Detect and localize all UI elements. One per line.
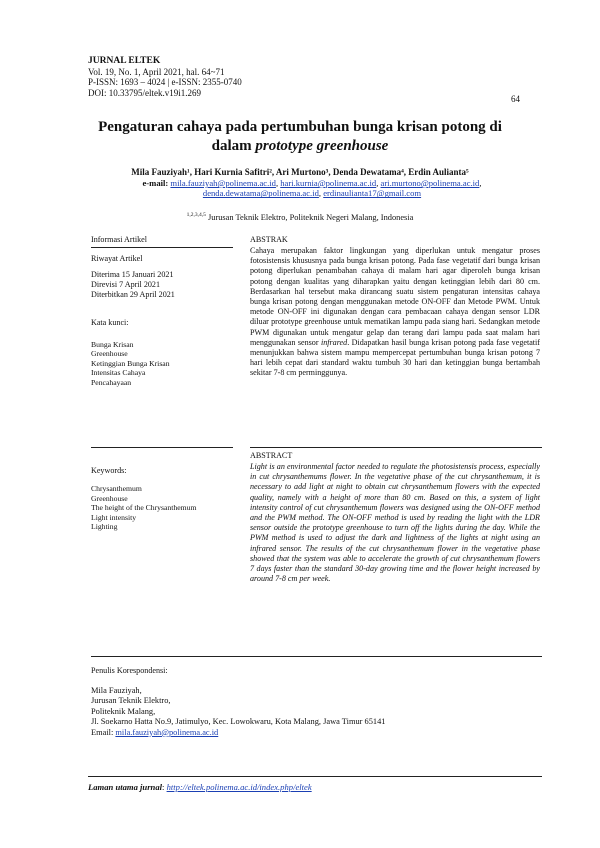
abstrak-body [250, 246, 540, 379]
affiliation-text: Jurusan Teknik Elektro, Politeknik Negeri Malang, Indonesia [208, 212, 414, 222]
abstrak-text: Cahaya merupakan faktor lingkungan yang diperlukan untuk mengatur proses fotosistensis khususnya pada bunga krisan potong. Pada fase vegetatif dari bunga krisan potong diperlukan penambahan cahaya di malam hari agar diperoleh bunga krisan potong dengan kualitas yang diharapkan yaitu dengan ketinggian lebih dari 80 cm. Berdasarkan hal tersebut maka dirancang suatu sistem pengaturan intensitas cahaya bunga krisan potong dengan menggunakan metode ON-OFF dan Metode PWM. Untuk metode ON-OFF ini digunakan dengan cara pembacaan cahaya dengan sensor LDR diluar prototype greenhouse untuk mematikan lampu pada siang hari. Sedangkan metode PWM digunakan untuk mengatur gelap dan terang dari lampu pada saat malam hari menggunakan sensor [250, 246, 540, 347]
correspondence-name: Mila Fauziyah, [91, 686, 142, 695]
info-heading: Informasi Artikel [91, 235, 147, 244]
journal-name: JURNAL ELTEK [88, 56, 161, 66]
keywords-en-heading: Keywords: [91, 466, 127, 475]
keyword-en-5: Lighting [91, 522, 118, 532]
journal-doi: DOI: 10.33795/eltek.v19i1.269 [88, 87, 201, 98]
affiliation [60, 212, 540, 222]
date-published: Diterbitkan 29 April 2021 [91, 290, 175, 300]
journal-volume: Vol. 19, No. 1, April 2021, hal. 64~71 [88, 66, 225, 77]
title-line-1: Pengaturan cahaya pada pertumbuhan bunga krisan potong di [98, 119, 502, 135]
correspondence-divider [91, 656, 542, 657]
date-received: Diterima 15 Januari 2021 [91, 270, 174, 279]
article-history [91, 270, 221, 301]
keyword-en-2: Greenhouse [91, 493, 128, 503]
email-link-3[interactable]: ari.murtono@polinema.ac.id [380, 178, 480, 188]
keyword-3: Ketinggian Bunga Krisan [91, 358, 170, 368]
abstract-divider [250, 447, 542, 448]
footer-divider [88, 776, 542, 777]
keyword-2: Greenhouse [91, 349, 128, 359]
abstract-heading: ABSTRACT [250, 451, 293, 460]
correspondence-block [91, 686, 491, 738]
journal-header [88, 56, 242, 98]
correspondence-heading: Penulis Korespondensi: [91, 666, 168, 675]
keyword-en-3: The height of the Chrysanthemum [91, 503, 197, 513]
date-revised: Direvisi 7 April 2021 [91, 280, 161, 290]
affiliation-sup: 1,2,3,4,5 [186, 212, 206, 218]
footer-separator: : [162, 782, 167, 792]
keywords-heading: Kata kunci: [91, 318, 129, 327]
footer-label: Laman utama jurnal [88, 782, 163, 792]
correspondence-email-line [91, 728, 491, 738]
correspondence-dept: Jurusan Teknik Elektro, [91, 696, 171, 706]
email-link-5[interactable]: erdinaulianta17@gmail.com [323, 188, 422, 199]
keywords-divider [91, 447, 233, 448]
email-link-1[interactable]: mila.fauziyah@polinema.ac.id [170, 178, 276, 188]
keywords-list [91, 340, 221, 387]
abstrak-text-tail: . Didapatkan hasil bunga krisan potong pada fase vegetatif menunjukkan bahwa sistem mampu mempercepat pertumbuhan bunga krisan potong 7 hari lebih cepat dari standard waktu tumbuh 30 hari dan ketinggian bunga bertambah sekitar 7-8 cm perminggunya. [250, 337, 540, 378]
keyword-1: Bunga Krisan [91, 340, 134, 349]
author-emails: e-mail: mila.fauziyah@polinema.ac.id, hari.kurnia@polinema.ac.id, ari.murtono@polinema.ac.id, denda.dewatama@polinema.ac.id, erdinaulianta17@gmail.com [142, 178, 482, 199]
keyword-en-4: Light intensity [91, 512, 137, 522]
title-line-2 [60, 137, 540, 156]
journal-issn: P-ISSN: 1693 – 4024 | e-ISSN: 2355-0740 [88, 77, 242, 88]
journal-homepage-link[interactable]: http://eltek.polinema.ac.id/index.php/eltek [166, 782, 312, 792]
title-line-2-italic: prototype greenhouse [255, 138, 389, 154]
keyword-en-1: Chrysanthemum [91, 484, 142, 493]
correspondence-inst: Politeknik Malang, [91, 706, 156, 716]
correspondence-email-link[interactable]: mila.fauziyah@polinema.ac.id [115, 727, 219, 737]
info-divider [91, 247, 233, 248]
correspondence-email-label: Email: [91, 727, 116, 737]
footer [88, 782, 312, 792]
page-number: 64 [511, 94, 520, 104]
keyword-4: Intensitas Cahaya [91, 368, 146, 378]
abstrak-text-italic: infrared [320, 337, 348, 347]
paper-title [60, 118, 540, 156]
abstract-body: Light is an environmental factor needed to regulate the photosistensis process, especially in cut chrysanthemums flower. In the vegetative phase of the cut chrysanthemum, it is necessary to add light at night to obtain cut chrysanthemum flowers with the expected quality, namely with a height of more than 80 cm. Based on this, a system of light intensity control of cut chrysanthemum flowers was designed using the ON-OFF method and the PWM method. The ON-OFF method is used by reading the light with the LDR sensor outside the prototype greenhouse to turn off the lights during the day. While the PWM method is used to adjust the dark and lightness of the lights at night using an infrared sensor. The results of the cut chrysanthemum flower in the vegetative phase showed that the system was able to accelerate the growth of cut chrysanthemum flowers 7 days faster than the standard 30-day growing time and the flower height increased by around 7-8 cm per week. [250, 462, 540, 584]
author-list: Mila Fauziyah¹, Hari Kurnia Safitri², Ari Murtono³, Denda Dewatama⁴, Erdin Aulianta⁵ [131, 167, 469, 177]
keyword-5: Pencahayaan [91, 377, 132, 387]
email-link-2[interactable]: hari.kurnia@polinema.ac.id [280, 178, 377, 188]
title-line-2-plain: dalam [211, 138, 256, 154]
keywords-en-list [91, 484, 241, 532]
email-link-4[interactable]: denda.dewatama@polinema.ac.id [202, 188, 319, 199]
history-heading: Riwayat Artikel [91, 254, 143, 263]
correspondence-address: Jl. Soekarno Hatta No.9, Jatimulyo, Kec. Lowokwaru, Kota Malang, Jawa Timur 65141 [91, 717, 386, 727]
email-label: e-mail: [142, 178, 169, 188]
abstrak-heading: ABSTRAK [250, 235, 288, 244]
